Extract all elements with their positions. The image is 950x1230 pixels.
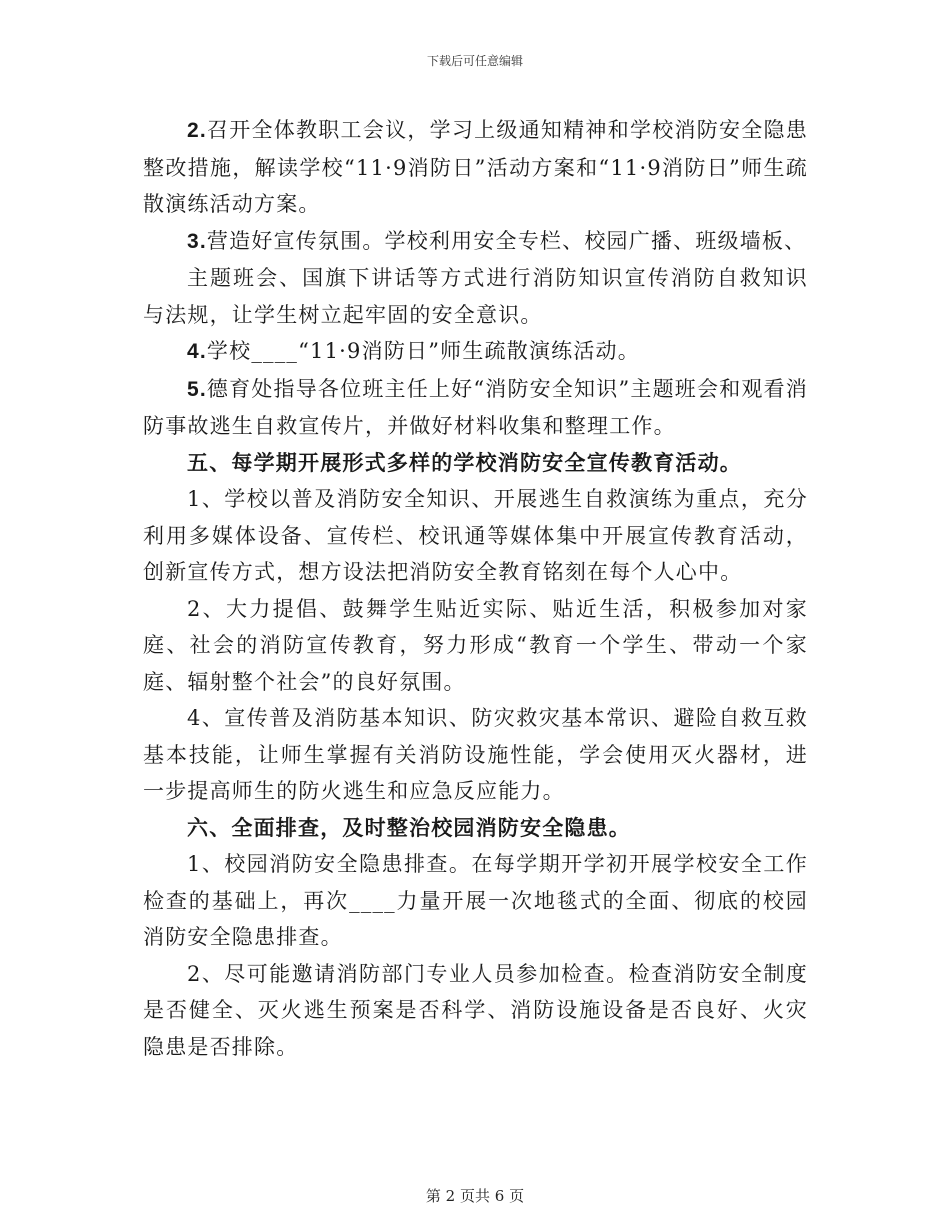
paragraph-6-1: 1、校园消防安全隐患排查。在每学期开学初开展学校安全工作检查的基础上，再次____力量开展一次地毯式的全面、彻底的校园消防安全隐患排查。	[143, 852, 808, 949]
paragraph-item-3-continued	[143, 260, 808, 333]
item-number: 2.	[187, 119, 207, 142]
paragraph-5-2: 2、大力提倡、鼓舞学生贴近实际、贴近生活，积极参加对家庭、社会的消防宣传教育，努力形成“教育一个学生、带动一个家庭、辐射整个社会”的良好氛围。	[143, 596, 808, 694]
paragraph-text: 主题班会、国旗下讲话等方式进行消防知识宣传消防自救知识与法规，让学生树立起牢固的安全意识。	[143, 266, 808, 327]
paragraph-item-5	[143, 371, 808, 445]
item-number: 4.	[187, 340, 207, 363]
paragraph-item-3	[143, 223, 808, 261]
paragraph-5-4: 4、宣传普及消防基本知识、防灾救灾基本常识、避险自救互救基本技能，让师生掌握有关消防设施性能，学会使用灭火器材，进一步提高师生的防火逃生和应急反应能力。	[143, 706, 808, 803]
paragraph-item-2	[143, 112, 808, 223]
section-heading-6: 六、全面排查，及时整治校园消防安全隐患。	[187, 814, 631, 840]
paragraph-text: 德育处指导各位班主任上好“消防安全知识”主题班会和观看消防事故逃生自救宣传片，并做好材料收集和整理工作。	[143, 376, 808, 438]
paragraph-5-1: 1、学校以普及消防安全知识、开展逃生自救演练为重点，充分利用多媒体设备、宣传栏、校讯通等媒体集中开展宣传教育活动，创新宣传方式，想方设法把消防安全教育铭刻在每个人心中。	[143, 487, 808, 584]
item-number: 5.	[187, 377, 207, 401]
page-footer: 第 2 页共 6 页	[425, 1187, 525, 1205]
paragraph-text: 营造好宣传氛围。学校利用安全专栏、校园广播、班级墙板、	[206, 228, 807, 253]
page-header: 下载后可任意编辑	[426, 54, 523, 68]
paragraph-text: 召开全体教职工会议，学习上级通知精神和学校消防安全隐患整改措施，解读学校“11·9消防日”活动方案和“11·9消防日”师生疏散演练活动方案。	[143, 118, 808, 216]
paragraph-6-2: 2、尽可能邀请消防部门专业人员参加检查。检查消防安全制度是否健全、灭火逃生预案是否科学、消防设施设备是否良好、火灾隐患是否排除。	[143, 961, 808, 1059]
item-number: 3.	[187, 229, 207, 253]
document-body	[143, 112, 808, 1065]
section-heading-5: 五、每学期开展形式多样的学校消防安全宣传教育活动。	[187, 449, 742, 475]
paragraph-item-4	[143, 333, 808, 371]
paragraph-text: 学校____“11·9消防日”师生疏散演练活动。	[206, 339, 640, 363]
